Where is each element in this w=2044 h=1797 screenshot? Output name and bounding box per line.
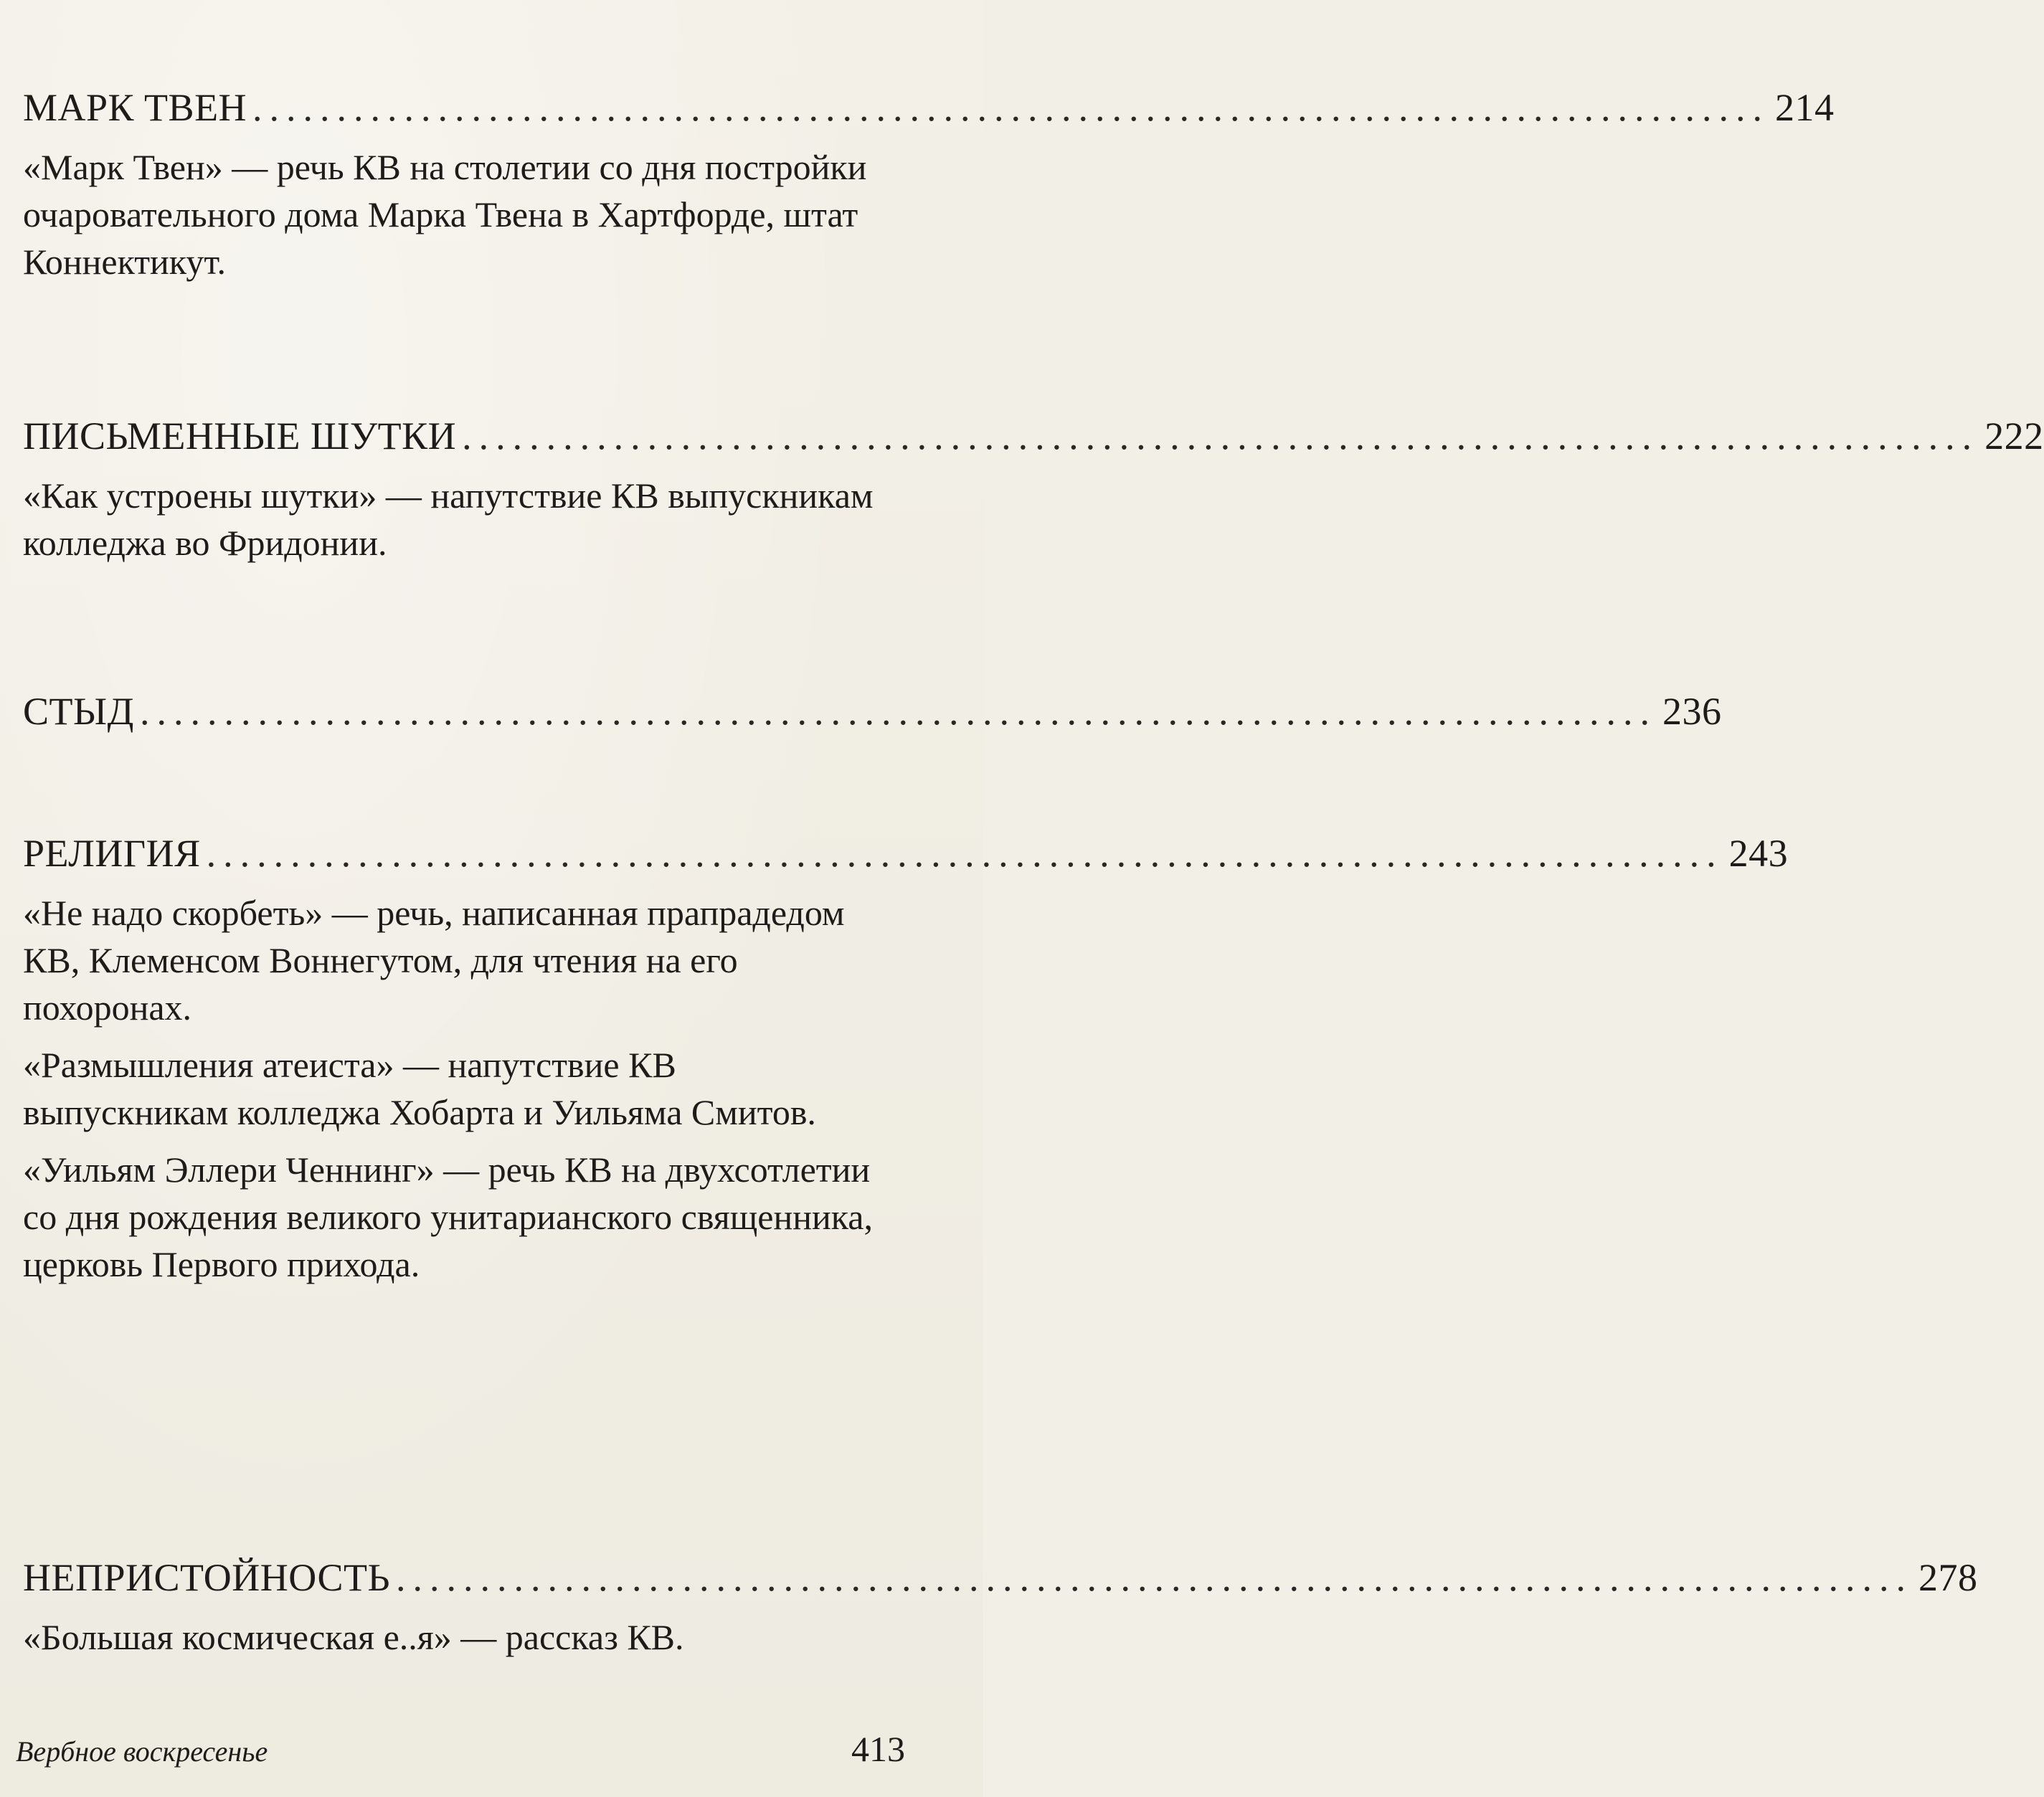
toc-entry-description: «Марк Твен» — речь КВ на столетии со дня постройки очаровательного дома Марка Твена в Хартфорде, штат Коннектикут.	[23, 147, 867, 282]
toc-leader-dots: ..........................................................................................	[395, 1556, 1913, 1599]
toc-heading-line	[23, 413, 2044, 459]
toc-entry-title: СТЫД	[23, 690, 134, 733]
toc-entry-description: «Большая космическая е..я» — рассказ КВ.	[23, 1617, 684, 1657]
toc-entry-description: «Уильям Эллери Ченнинг» — речь КВ на двухсотлетии со дня рождения великого унитарианского священника, церковь Первого прихода.	[23, 1149, 873, 1284]
toc-page-number: 278	[1918, 1556, 1978, 1599]
toc-leader-dots: ..........................................................................................	[206, 832, 1723, 875]
toc-entry-title: МАРК ТВЕН	[23, 86, 247, 129]
page-number: 413	[851, 1729, 905, 1769]
toc-entry-title: РЕЛИГИЯ	[23, 832, 201, 875]
toc-entry-religion	[23, 830, 1789, 1288]
toc-page-number: 214	[1775, 86, 1835, 129]
toc-entry-written-jokes	[23, 413, 2044, 566]
toc-entry-mark-twain	[23, 85, 1835, 285]
toc-leader-dots: ..........................................................................................	[462, 414, 1979, 457]
toc-entry-title: НЕПРИСТОЙНОСТЬ	[23, 1556, 390, 1599]
toc-page-number: 236	[1662, 690, 1722, 733]
toc-page-number: 243	[1728, 832, 1789, 875]
toc-entry-obscenity	[23, 1555, 1978, 1661]
toc-entry-description: «Не надо скорбеть» — речь, написанная прапрадедом КВ, Клеменсом Воннегутом, для чтения на его похоронах.	[23, 893, 845, 1028]
running-head: Вербное воскресенье	[16, 1735, 268, 1768]
toc-entry-description: «Как устроены шутки» — напутствие КВ выпускникам колледжа во Фридонии.	[23, 475, 874, 563]
toc-heading-line	[23, 688, 1722, 734]
toc-entry-title: ПИСЬМЕННЫЕ ШУТКИ	[23, 414, 457, 457]
toc-heading-line	[23, 830, 1789, 876]
toc-leader-dots: ..........................................................................................	[139, 690, 1657, 733]
toc-heading-line	[23, 85, 1835, 131]
toc-entry-shame	[23, 688, 1722, 734]
toc-entry-description: «Размышления атеиста» — напутствие КВ выпускникам колледжа Хобарта и Уильяма Смитов.	[23, 1045, 816, 1132]
toc-heading-line	[23, 1555, 1978, 1601]
page-footer	[16, 1728, 905, 1770]
toc-leader-dots: ..........................................................................................	[252, 86, 1770, 129]
toc-page-number: 222	[1984, 414, 2044, 457]
